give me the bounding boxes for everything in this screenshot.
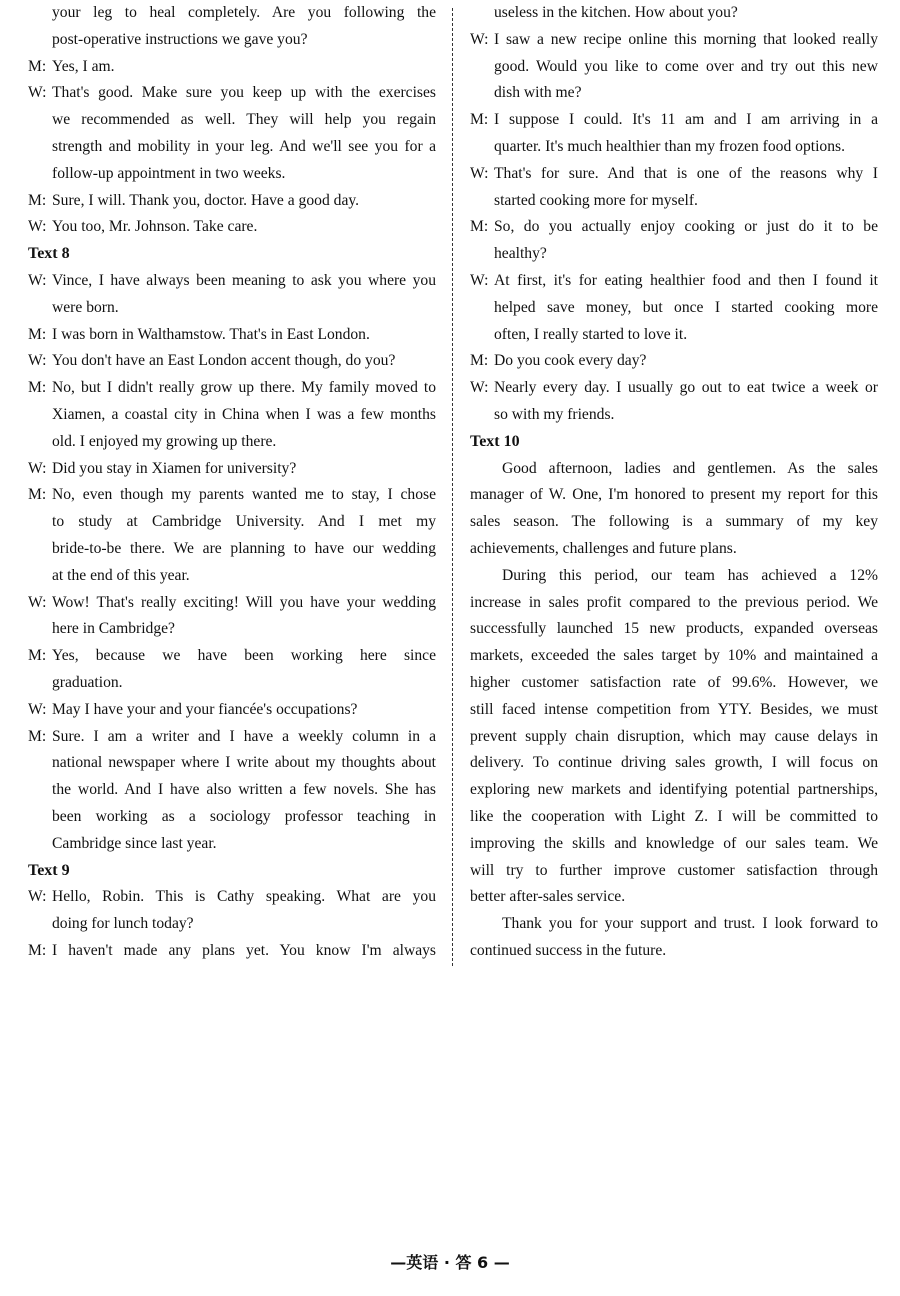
text-line <box>28 161 436 188</box>
text-line <box>28 188 436 215</box>
line-text: Hello, Robin. This is Cathy speaking. What are you <box>52 888 436 906</box>
line-text: Text 9 <box>28 861 70 879</box>
line-text: Sure, I will. Thank you, doctor. Have a good day. <box>52 191 360 209</box>
line-text: your leg to heal completely. Are you following the <box>52 4 436 21</box>
line-text: quarter. It's much healthier than my frozen food options. <box>494 137 845 155</box>
text-line <box>470 268 878 295</box>
text-line <box>470 107 878 134</box>
line-text: Xiamen, a coastal city in China when I was a few months <box>52 405 436 423</box>
section-heading <box>28 858 436 885</box>
speaker-label: M: <box>28 191 47 209</box>
line-text: often, I really started to love it. <box>494 325 688 343</box>
line-text: Wow! That's really exciting! Will you have your wedding <box>52 593 436 611</box>
line-text: continued success in the future. <box>470 941 667 959</box>
line-text: the world. And I have also written a few novels. She has <box>52 781 436 799</box>
speaker-label: M: <box>470 218 489 236</box>
line-text: been working as a sociology professor teaching in <box>52 807 436 825</box>
text-line <box>28 456 436 483</box>
text-line <box>470 670 878 697</box>
line-text: achievements, challenges and future plans. <box>470 539 737 557</box>
column-divider <box>452 8 453 966</box>
line-text: That's for sure. And that is one of the reasons why I <box>494 164 878 182</box>
line-text: we recommended as well. They will help you regain <box>52 111 436 129</box>
line-text: successfully launched 15 new products, expanded overseas <box>470 620 878 638</box>
text-line <box>470 402 878 429</box>
line-text: Yes, I am. <box>52 57 115 75</box>
text-line <box>28 804 436 831</box>
line-text: useless in the kitchen. How about you? <box>494 4 738 21</box>
left-column <box>28 0 436 965</box>
text-line <box>28 697 436 724</box>
text-line <box>470 616 878 643</box>
speaker-label: M: <box>28 486 47 504</box>
text-line <box>28 295 436 322</box>
line-text: At first, it's for eating healthier food and then I found it <box>494 271 878 289</box>
line-text: strength and mobility in your leg. And we'll see you for a <box>52 137 436 155</box>
text-line <box>470 375 878 402</box>
speaker-label: W: <box>28 84 47 102</box>
line-text: healthy? <box>494 245 547 263</box>
text-line <box>470 777 878 804</box>
text-line <box>470 697 878 724</box>
line-text: I haven't made any plans yet. You know I'm always <box>52 941 436 959</box>
speaker-label: M: <box>28 379 47 397</box>
line-text: During this period, our team has achieved a 12% <box>502 566 878 584</box>
text-line <box>470 911 878 938</box>
line-text: sales season. The following is a summary of my key <box>470 513 878 531</box>
line-text: graduation. <box>52 673 123 691</box>
speaker-label: W: <box>470 379 489 397</box>
line-text: good. Would you like to come over and try out this new <box>494 57 878 75</box>
line-text: You don't have an East London accent though, do you? <box>52 352 396 370</box>
speaker-label: W: <box>470 271 489 289</box>
text-line <box>470 0 878 27</box>
line-text: No, even though my parents wanted me to stay, I chose <box>52 486 436 504</box>
line-text: old. I enjoyed my growing up there. <box>52 432 277 450</box>
text-line <box>470 348 878 375</box>
line-text: Text 8 <box>28 245 70 263</box>
text-line <box>28 616 436 643</box>
speaker-label: M: <box>28 325 47 343</box>
line-text: Nearly every day. I usually go out to eat twice a week or <box>494 379 878 397</box>
line-text: were born. <box>52 298 119 316</box>
line-text: post-operative instructions we gave you? <box>52 30 308 48</box>
text-line <box>28 429 436 456</box>
speaker-label: W: <box>28 218 47 236</box>
line-text: will try to further improve customer satisfaction through <box>470 861 878 879</box>
line-text: Do you cook every day? <box>494 352 647 370</box>
text-line <box>470 831 878 858</box>
page-footer: —英语 · 答 6 — <box>390 1253 510 1272</box>
text-line <box>470 536 878 563</box>
line-text: national newspaper where I write about my thoughts about <box>52 754 436 772</box>
line-text: prevent supply chain disruption, which may cause delays in <box>470 727 878 745</box>
line-text: better after-sales service. <box>470 888 626 906</box>
text-line <box>470 134 878 161</box>
line-text: still faced intense competition from YTY. Besides, we must <box>470 700 878 718</box>
line-text: Cambridge since last year. <box>52 834 217 852</box>
line-text: That's good. Make sure you keep up with the exercises <box>52 84 436 102</box>
speaker-label: W: <box>28 888 47 906</box>
text-line <box>28 268 436 295</box>
text-line <box>470 590 878 617</box>
text-line <box>470 724 878 751</box>
text-line <box>470 563 878 590</box>
line-text: helped save money, but once I started cooking more <box>494 298 878 316</box>
line-text: delivery. To continue driving sales growth, I will focus on <box>470 754 878 772</box>
section-heading <box>28 241 436 268</box>
text-line <box>470 27 878 54</box>
speaker-label: M: <box>28 727 47 745</box>
text-line <box>28 563 436 590</box>
text-line <box>470 241 878 268</box>
text-line <box>28 509 436 536</box>
line-text: I suppose I could. It's 11 am and I am arriving in a <box>494 111 878 129</box>
line-text: May I have your and your fiancée's occupations? <box>52 700 358 718</box>
text-line <box>470 482 878 509</box>
right-column <box>470 0 878 965</box>
text-line <box>28 80 436 107</box>
text-line <box>470 80 878 107</box>
text-line <box>28 911 436 938</box>
text-line <box>470 938 878 965</box>
text-line <box>28 590 436 617</box>
line-text: Did you stay in Xiamen for university? <box>52 459 297 477</box>
line-text: follow-up appointment in two weeks. <box>52 164 286 182</box>
line-text: so with my friends. <box>494 405 615 423</box>
text-line <box>470 884 878 911</box>
line-text: higher customer satisfaction rate of 99.6%. However, we <box>470 673 878 691</box>
speaker-label: M: <box>470 111 489 129</box>
text-line <box>28 348 436 375</box>
line-text: Thank you for your support and trust. I look forward to <box>502 915 878 933</box>
section-heading <box>470 429 878 456</box>
text-line <box>28 750 436 777</box>
text-line <box>28 54 436 81</box>
speaker-label: W: <box>470 30 489 48</box>
text-line <box>28 482 436 509</box>
text-line <box>470 188 878 215</box>
line-text: Sure. I am a writer and I have a weekly column in a <box>52 727 436 745</box>
text-line <box>28 402 436 429</box>
line-text: bride-to-be there. We are planning to have our wedding <box>52 539 436 557</box>
text-line <box>470 322 878 349</box>
text-line <box>470 509 878 536</box>
text-line <box>470 456 878 483</box>
speaker-label: M: <box>28 57 47 75</box>
text-line <box>470 295 878 322</box>
line-text: manager of W. One, I'm honored to present my report for this <box>470 486 878 504</box>
speaker-label: M: <box>470 352 489 370</box>
speaker-label: M: <box>28 647 47 665</box>
text-line <box>28 884 436 911</box>
line-text: I was born in Walthamstow. That's in East London. <box>52 325 370 343</box>
line-text: No, but I didn't really grow up there. My family moved to <box>52 379 436 397</box>
text-line <box>28 724 436 751</box>
line-text: You too, Mr. Johnson. Take care. <box>52 218 258 236</box>
line-text: dish with me? <box>494 84 582 102</box>
text-line <box>28 214 436 241</box>
text-line <box>28 27 436 54</box>
line-text: increase in sales profit compared to the previous period. We <box>470 593 878 611</box>
line-text: So, do you actually enjoy cooking or just do it to be <box>494 218 878 236</box>
line-text: like the cooperation with Light Z. I will be committed to <box>470 807 878 825</box>
text-line <box>28 0 436 27</box>
line-text: Yes, because we have been working here since <box>52 647 436 665</box>
line-text: improving the skills and knowledge of our sales team. We <box>470 834 878 852</box>
line-text: Text 10 <box>470 432 520 450</box>
text-line <box>28 134 436 161</box>
line-text: at the end of this year. <box>52 566 190 584</box>
text-line <box>470 750 878 777</box>
text-line <box>28 938 436 965</box>
line-text: Good afternoon, ladies and gentlemen. As the sales <box>502 459 878 477</box>
speaker-label: W: <box>28 700 47 718</box>
line-text: doing for lunch today? <box>52 915 194 933</box>
speaker-label: W: <box>28 271 47 289</box>
line-text: Vince, I have always been meaning to ask you where you <box>52 271 436 289</box>
text-line <box>470 804 878 831</box>
text-line <box>470 54 878 81</box>
line-text: markets, exceeded the sales target by 10% and maintained a <box>470 647 878 665</box>
text-line <box>470 643 878 670</box>
speaker-label: W: <box>28 352 47 370</box>
text-line <box>470 858 878 885</box>
speaker-label: W: <box>28 593 47 611</box>
text-line <box>28 107 436 134</box>
speaker-label: W: <box>28 459 47 477</box>
line-text: here in Cambridge? <box>52 620 175 638</box>
text-line <box>28 831 436 858</box>
text-line <box>28 375 436 402</box>
text-line <box>28 536 436 563</box>
text-line <box>28 777 436 804</box>
text-line <box>470 214 878 241</box>
text-line <box>28 322 436 349</box>
speaker-label: W: <box>470 164 489 182</box>
line-text: to study at Cambridge University. And I met my <box>52 513 436 531</box>
speaker-label: M: <box>28 941 47 959</box>
text-line <box>28 643 436 670</box>
line-text: exploring new markets and identifying potential partnerships, <box>470 781 878 799</box>
text-line <box>28 670 436 697</box>
line-text: I saw a new recipe online this morning that looked really <box>494 30 878 48</box>
text-line <box>470 161 878 188</box>
line-text: started cooking more for myself. <box>494 191 698 209</box>
